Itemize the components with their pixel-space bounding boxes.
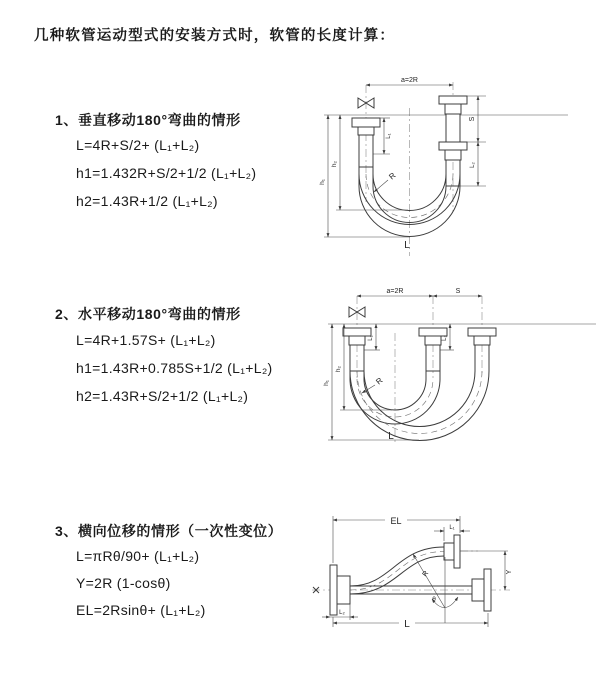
- dim-a2r-label: a=2R: [386, 288, 404, 295]
- dim-l1-label: L₁: [368, 335, 374, 341]
- top-dimension: [366, 77, 453, 85]
- dim-h1-label: h₁: [319, 179, 326, 185]
- section-2-formula-l: L=4R+1.57S+ (L₁+L₂): [76, 332, 216, 348]
- section-2-formula-h1: h1=1.43R+0.785S+1/2 (L₁+L₂): [76, 360, 273, 376]
- dim-l2-label: L₂: [339, 610, 345, 616]
- right-pipe-flanges: [439, 96, 467, 186]
- dim-a2r-label: a=2R: [401, 77, 418, 84]
- dim-l1-label: L₁: [386, 133, 392, 139]
- l1-dimension: [434, 525, 470, 541]
- length-label: L: [404, 240, 410, 251]
- dim-el-label: EL: [390, 516, 402, 526]
- angle-label: θ: [432, 596, 436, 603]
- section-1-formula-l: L=4R+S/2+ (L₁+L₂): [76, 137, 200, 153]
- length-label: L: [388, 431, 394, 442]
- page-title: 几种软管运动型式的安装方式时，软管的长度计算：: [34, 28, 396, 44]
- section-3-formula-l: L=πRθ/90+ (L₁+L₂): [76, 548, 200, 564]
- radius-label: R: [387, 170, 398, 182]
- dim-l2-label: L₂: [442, 335, 448, 341]
- diagram-lateral: [300, 505, 598, 660]
- section-2-formula-h2: h2=1.43R+S/2+1/2 (L₁+L₂): [76, 388, 249, 404]
- radius-label: R: [421, 569, 431, 579]
- dim-s-label: S: [469, 116, 476, 122]
- displaced-hose: [350, 535, 460, 594]
- dim-l1-label: L₁: [449, 525, 455, 531]
- section-3-heading: 3、横向位移的情形（一次性变位）: [55, 523, 283, 539]
- left-flange: [330, 565, 350, 615]
- dim-l2-label: L₂: [470, 162, 476, 168]
- radius-callout: [374, 171, 398, 192]
- dim-h1-label: h₁: [323, 380, 330, 386]
- left-pipe-flange: [352, 118, 380, 167]
- radius-angle-construction: [413, 554, 458, 623]
- section-1-formula-h1: h1=1.432R+S/2+1/2 (L₁+L₂): [76, 165, 257, 181]
- dim-y-label: Y: [506, 569, 513, 575]
- section-2-heading: 2、水平移动180°弯曲的情形: [55, 306, 241, 322]
- section-1-heading: 1、垂直移动180°弯曲的情形: [55, 112, 241, 128]
- dim-h2-label: h₂: [335, 365, 342, 373]
- diagram-vertical-180: [310, 72, 590, 260]
- l2-dimension: [322, 604, 358, 620]
- hose-u-bends: [350, 371, 489, 441]
- section-3-formula-y: Y=2R (1-cosθ): [76, 575, 171, 591]
- section-1-formula-h2: h2=1.43R+1/2 (L₁+L₂): [76, 193, 218, 209]
- centerlines: [328, 296, 596, 443]
- section-3-formula-el: EL=2Rsinθ+ (L₁+L₂): [76, 602, 206, 618]
- s-l2-dimensions: [460, 96, 486, 186]
- diagram-horizontal-180: [312, 283, 600, 448]
- length-label: L: [404, 619, 410, 630]
- top-dimensions: [357, 288, 482, 296]
- dim-s-label: S: [455, 288, 461, 295]
- dim-h2-label: h₂: [331, 160, 338, 168]
- radius-label: R: [374, 375, 385, 387]
- l-dimension: [333, 613, 488, 630]
